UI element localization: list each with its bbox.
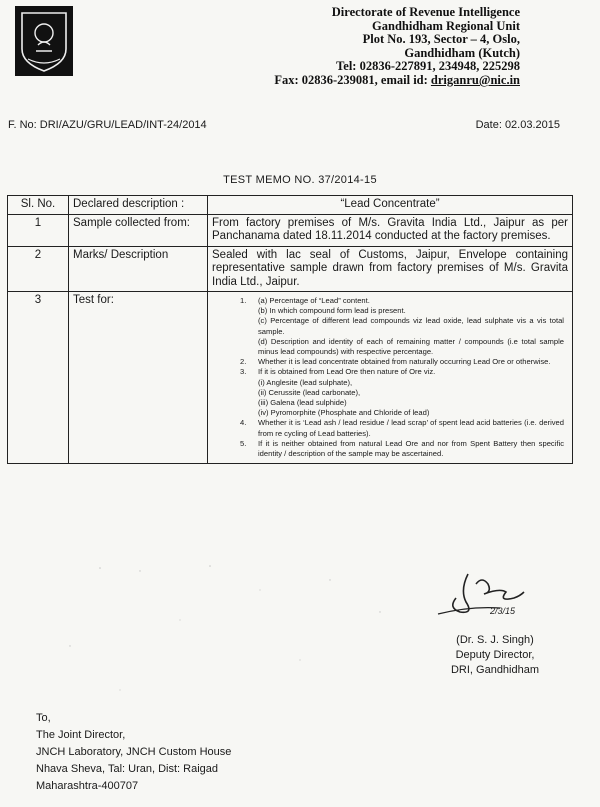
test-item-number: 1. xyxy=(240,296,247,305)
file-number: F. No: DRI/AZU/GRU/LEAD/INT-24/2014 xyxy=(8,119,207,131)
signatory-office: DRI, Gandhidham xyxy=(450,664,540,676)
row-value: From factory premises of M/s. Gravita India Ltd., Jaipur as per Panchanama dated 18.11.2014 conducted at the factory premises. xyxy=(208,214,573,246)
declared-value: “Lead Concentrate” xyxy=(208,196,573,215)
row-sl: 2 xyxy=(8,246,69,292)
fax-email-label: Fax: 02836-239081, email id: xyxy=(274,72,431,87)
test-item-text: (ii) Cerussite (lead carbonate), xyxy=(258,387,361,397)
test-item-number: 4. xyxy=(240,418,247,428)
test-item-number: 3. xyxy=(240,367,247,377)
letterhead-line-4: Gandhidham (Kutch) xyxy=(404,45,520,60)
test-item-text: Whether it is lead concentrate obtained from naturally occurring Lead Ore or otherwise. xyxy=(258,357,551,367)
email-link[interactable]: driganru@nic.in xyxy=(430,72,520,87)
signatory-designation: Deputy Director, xyxy=(455,649,535,661)
letterhead-line-1: Directorate of Revenue Intelligence xyxy=(331,5,520,19)
signature-date: 2/3/15 xyxy=(490,606,516,616)
test-item-number: 5. xyxy=(240,438,247,448)
row-sl: 1 xyxy=(8,214,69,246)
row-value: Sealed with lac seal of Customs, Jaipur, Envelope containing representative sample drawn from factory premises of M/s. Gravita India Ltd., Jaipur. xyxy=(208,246,573,292)
memo-title: TEST MEMO NO. 37/2014-15 xyxy=(223,174,377,186)
test-item-text: (c) Percentage of different lead compounds viz lead oxide, lead sulphate vis a vis total sample. xyxy=(258,316,564,336)
addressee-line-4: Maharashtra-400707 xyxy=(36,780,139,792)
addressee-to: To, xyxy=(36,712,51,724)
test-item-text: If it is obtained from Lead Ore then nature of Ore viz. xyxy=(258,367,436,377)
col-sl-no: Sl. No. xyxy=(8,196,69,215)
test-item-text: (d) Description and identity of each of remaining matter / compounds (i.e total sample minus lead compounds) with respective percentage. xyxy=(258,336,564,357)
test-item-text: (a) Percentage of “Lead” content. xyxy=(258,296,370,305)
memo-date: Date: 02.03.2015 xyxy=(475,119,560,131)
test-item-text: If it is neither obtained from natural Lead Ore and nor from Spent Battery then specific identity / description of the sample may be ascertained. xyxy=(258,438,564,459)
letterhead-line-2: Gandhidham Regional Unit xyxy=(372,18,520,33)
row-label: Test for: xyxy=(69,292,208,464)
addressee-line-2: JNCH Laboratory, JNCH Custom House xyxy=(36,746,232,758)
test-item-text: (i) Anglesite (lead sulphate), xyxy=(258,377,353,387)
letterhead-tel: Tel: 02836-227891, 234948, 225298 xyxy=(336,59,520,74)
col-declared-description: Declared description : xyxy=(69,196,208,215)
row-label: Sample collected from: xyxy=(69,214,208,246)
test-item-text: Whether it is ‘Lead ash / lead residue / lead scrap’ of spent lead acid batteries (i.e. derived from re cycling of Lead batteries). xyxy=(258,418,564,438)
signatory-name: (Dr. S. J. Singh) xyxy=(456,634,534,646)
test-item-text: (b) In which compound form lead is present. xyxy=(258,306,406,316)
row-sl: 3 xyxy=(8,292,69,464)
addressee-line-3: Nhava Sheva, Tal: Uran, Dist: Raigad xyxy=(36,763,218,775)
test-item-number: 2. xyxy=(240,357,247,367)
letterhead-line-3: Plot No. 193, Sector – 4, Oslo, xyxy=(362,32,520,47)
row-label: Marks/ Description xyxy=(69,246,208,292)
test-item-text: (iv) Pyromorphite (Phosphate and Chloride of lead) xyxy=(258,408,430,418)
addressee-line-1: The Joint Director, xyxy=(36,729,126,741)
test-item-text: (iii) Galena (lead sulphide) xyxy=(258,398,347,408)
